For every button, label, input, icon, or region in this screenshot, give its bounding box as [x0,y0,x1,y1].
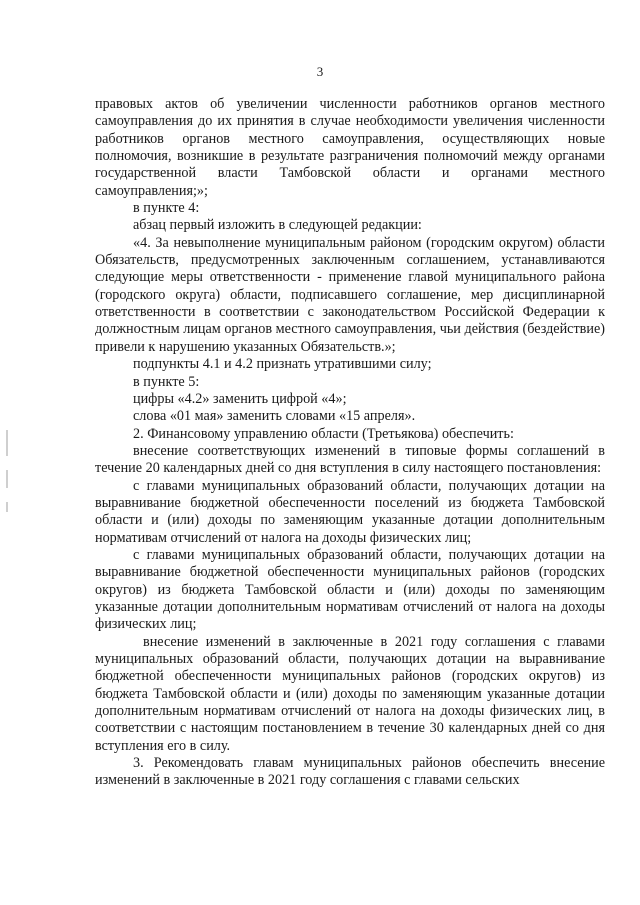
paragraph: цифры «4.2» заменить цифрой «4»; [133,390,347,407]
paragraph: с главами муниципальных образований области, получающих дотации на выравнивание бюджетной обеспеченности поселений из бюджета Тамбовской области и (или) доходы по заменяющим указанные дотации дополнительным нормативам отчислений от налога на доходы физических лиц; [95,477,605,546]
paragraph: внесение соответствующих изменений в типовые формы соглашений в течение 20 календарных дней со дня вступления в силу настоящего постановления: [95,442,605,477]
scan-margin-marks [6,430,10,570]
document-body [95,96,605,790]
paragraph: с главами муниципальных образований области, получающих дотации на выравнивание бюджетной обеспеченности муниципальных районов (городских округов) из бюджета Тамбовской области и (или) доходы по заменяющим указанные дотации дополнительным нормативам отчислений от налога на доходы физических лиц; [95,546,605,633]
paragraph: подпункты 4.1 и 4.2 признать утратившими силу; [133,356,432,373]
paragraph: «4. За невыполнение муниципальным районом (городским округом) области Обязательств, предусмотренных заключенным соглашением, устанавливаются следующие меры ответственности - применение главой муниципального района (городского округа) области, подписавшего соглашение, мер дисциплинарной ответственности в соответствии с законодательством Российской Федерации к должностным лицам органов местного самоуправления, чьи действия (бездействие) привели к нарушению указанных Обязательств.»; [95,234,605,355]
paragraph: 2. Финансовому управлению области (Третьякова) обеспечить: [133,425,514,442]
paragraph: в пункте 4: [133,200,200,217]
paragraph: слова «01 мая» заменить словами «15 апреля». [133,408,416,425]
paragraph: 3. Рекомендовать главам муниципальных районов обеспечить внесение изменений в заключенные в 2021 году соглашения с главами сельских [95,755,605,789]
paragraph: правовых актов об увеличении численности работников органов местного самоуправления до их принятия в случае необходимости увеличения численности работников органов местного самоуправления, осуществляющих новые полномочия, возникшие в результате разграничения полномочий между органами государственной власти Тамбовской области и органами местного самоуправления;»; [95,96,605,199]
paragraph: абзац первый изложить в следующей редакции: [133,217,422,234]
page-number: 3 [316,64,324,79]
paragraph: внесение изменений в заключенные в 2021 году соглашения с главами муниципальных образований области, получающих дотации на выравнивание бюджетной обеспеченности муниципальных районов (городских округов) из бюджета Тамбовской области и (или) доходы по заменяющим указанные дотации дополнительным нормативам отчислений от налога на доходы физических лиц, в соответствии с настоящим постановлением в течение 30 календарных дней со дня вступления его в силу. [95,633,605,754]
paragraph: в пункте 5: [133,373,200,390]
